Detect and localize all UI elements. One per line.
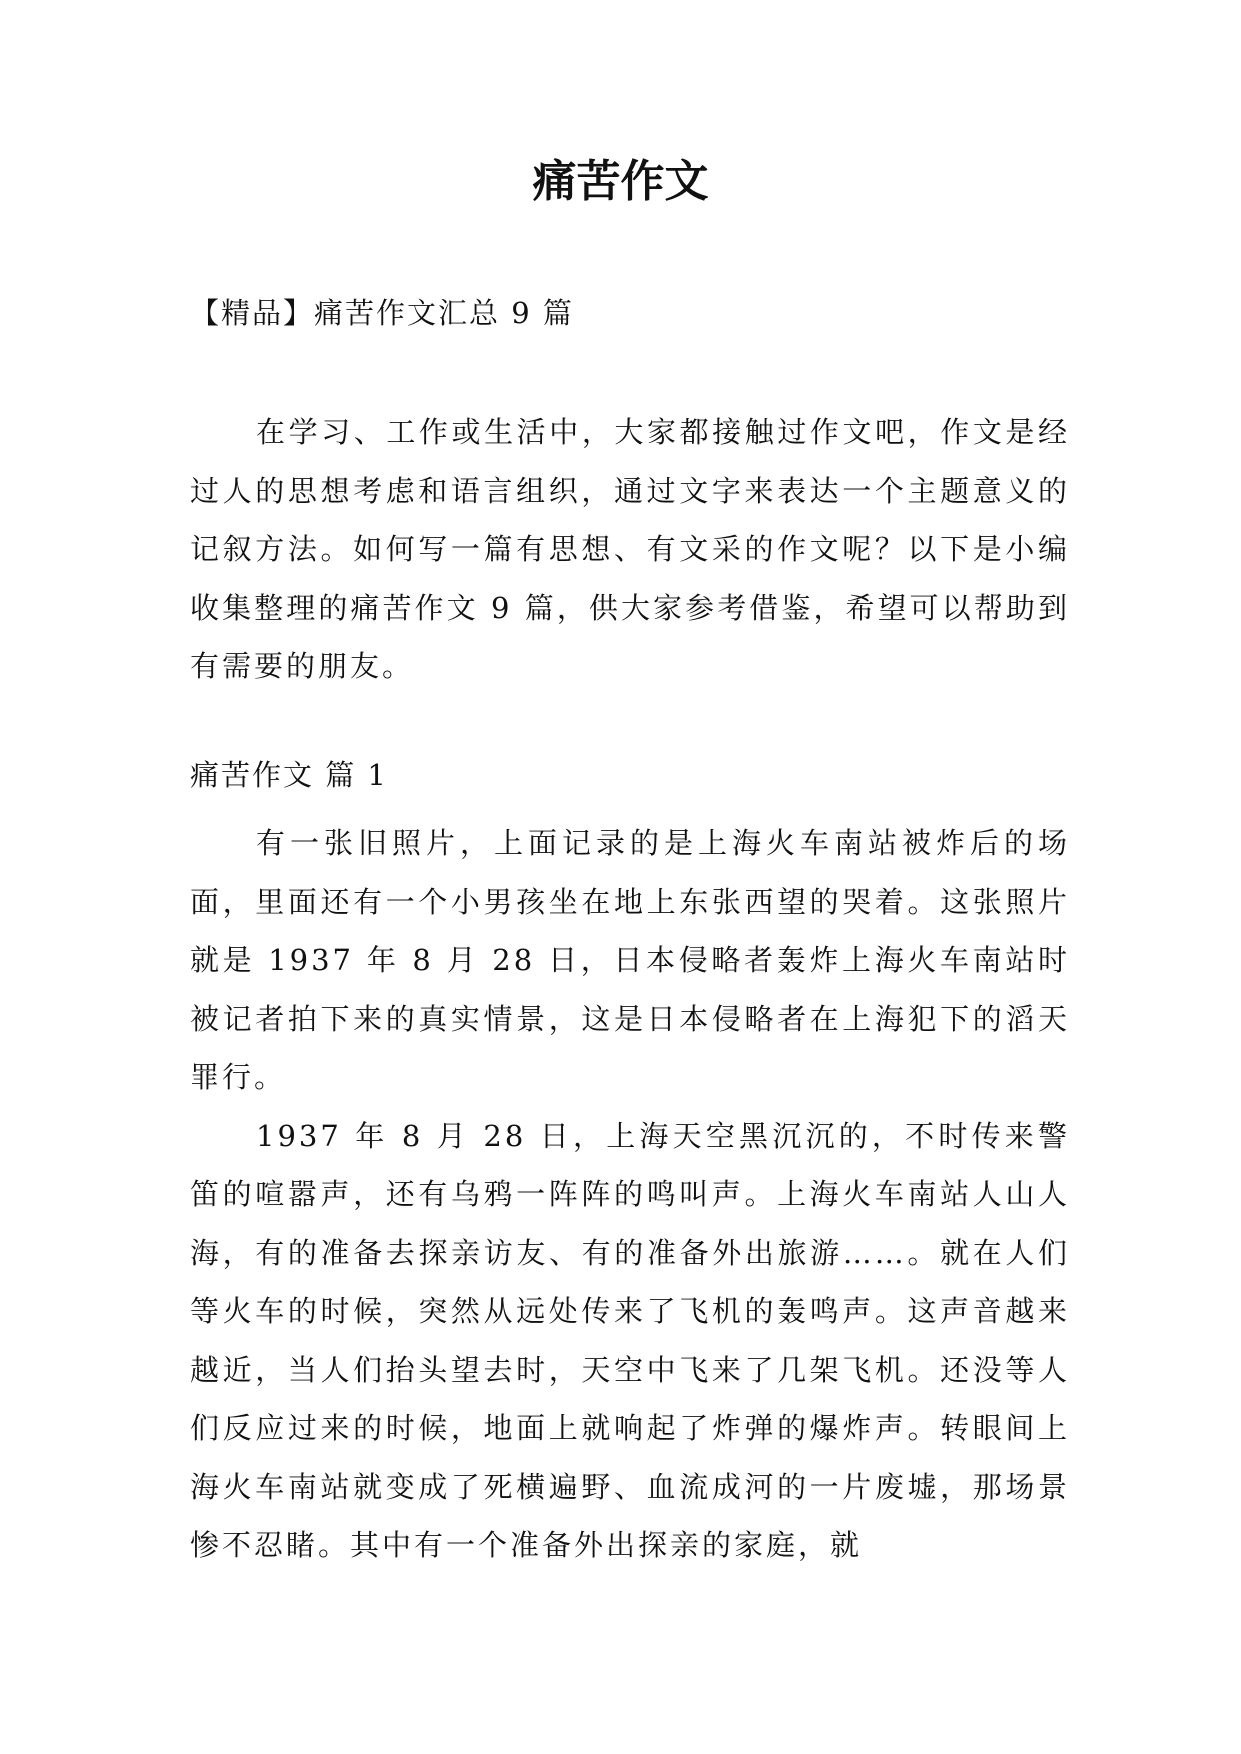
intro-paragraph: 在学习、工作或生活中，大家都接触过作文吧，作文是经过人的思想考虑和语言组织，通过文字来表达一个主题意义的记叙方法。如何写一篇有思想、有文采的作文呢？以下是小编收集整理的痛苦作文 9 篇，供大家参考借鉴，希望可以帮助到有需要的朋友。 — [190, 415, 1070, 683]
body-paragraph-2: 1937 年 8 月 28 日，上海天空黑沉沉的，不时传来警笛的喧嚣声，还有乌鸦一阵阵的鸣叫声。上海火车南站人山人海，有的准备去探亲访友、有的准备外出旅游……。就在人们等火车的时候，突然从远处传来了飞机的轰鸣声。这声音越来越近，当人们抬头望去时，天空中飞来了几架飞机。还没等人们反应过来的时候，地面上就响起了炸弹的爆炸声。转眼间上海火车南站就变成了死横遍野、血流成河的一片废墟，那场景惨不忍睹。其中有一个准备外出探亲的家庭，就 — [190, 1118, 1070, 1562]
intro-block — [190, 403, 1070, 696]
document-subtitle: 【精品】痛苦作文汇总 9 篇 — [190, 296, 574, 330]
section-body — [190, 814, 1070, 1575]
document-title: 痛苦作文 — [532, 156, 709, 207]
body-paragraph-1: 有一张旧照片，上面记录的是上海火车南站被炸后的场面，里面还有一个小男孩坐在地上东张西望的哭着。这张照片就是 1937 年 8 月 28 日，日本侵略者轰炸上海火车南站时被记者拍下来的真实情景，这是日本侵略者在上海犯下的滔天罪行。 — [190, 826, 1070, 1094]
section-heading: 痛苦作文 篇 1 — [190, 758, 388, 792]
